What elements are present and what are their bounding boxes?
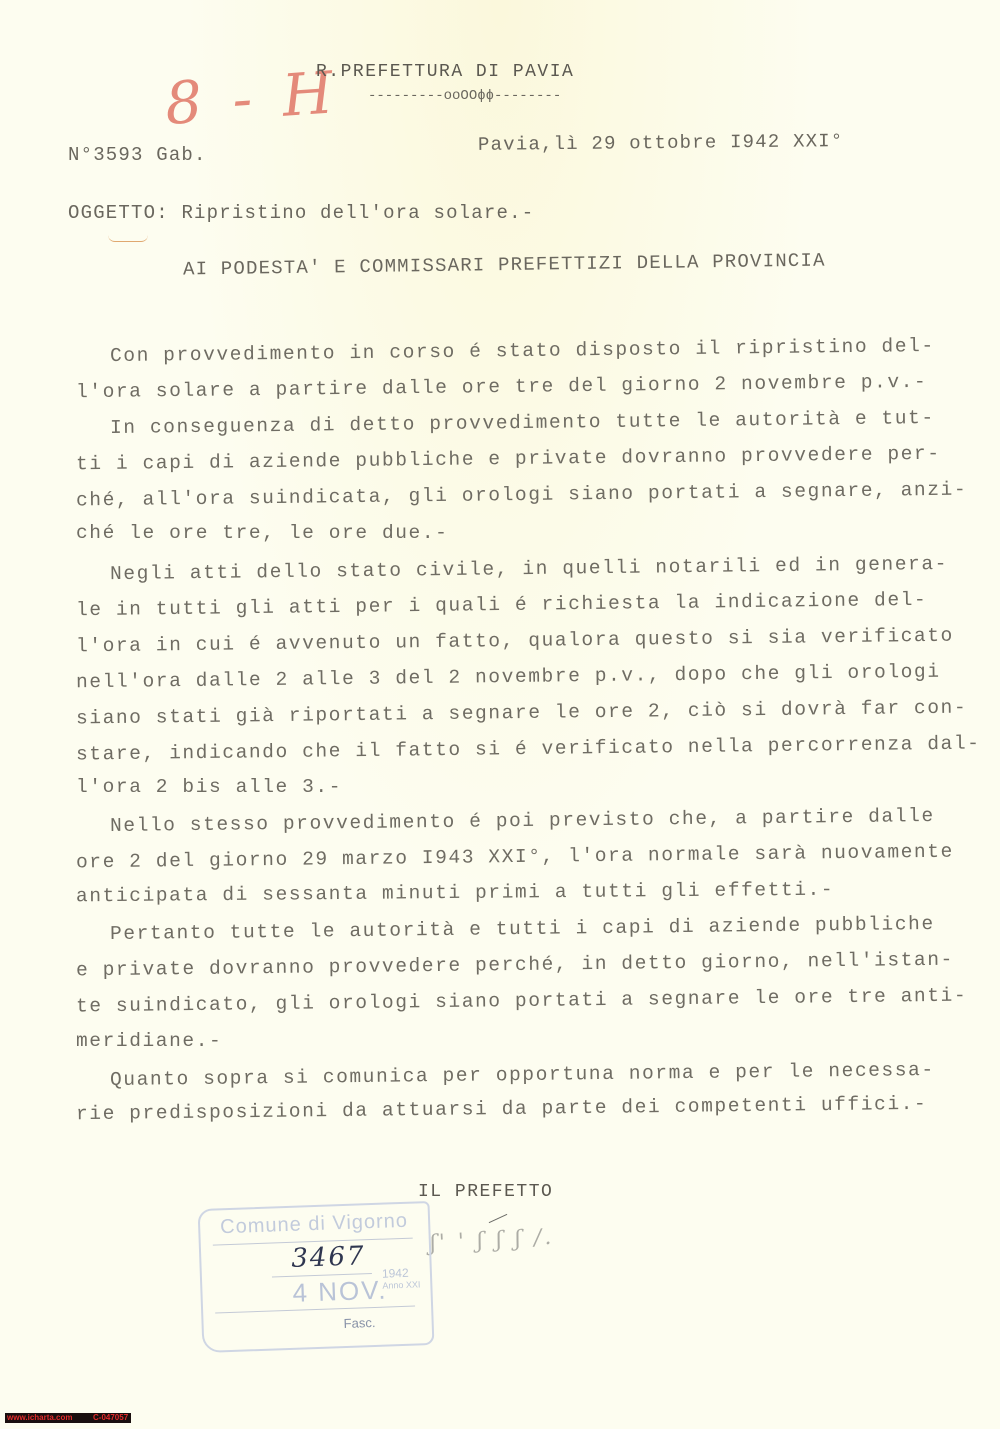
stamp-year-era: Anno XXI: [382, 1279, 421, 1291]
body-line: le in tutti gli atti per i quali é richiesta la indicazione del-: [75, 588, 928, 622]
subject-line: [68, 202, 534, 224]
letterhead-office: R.PREFETTURA DI PAVIA: [316, 62, 575, 82]
signatory-title: IL PREFETTO: [418, 1182, 554, 1202]
body-line: te suindicato, gli orologi siano portati a segnare le ore tre anti-: [75, 984, 968, 1018]
body-line: ore 2 del giorno 29 marzo I943 XXI°, l'ora normale sarà nuovamente: [75, 840, 955, 874]
subject-label: OGGETTO:: [68, 202, 169, 224]
stamp-year: [382, 1265, 421, 1290]
stamp-handwritten-number: 3467: [290, 1241, 367, 1274]
addressee: AI PODESTA' E COMMISSARI PREFETTIZI DELLA PROVINCIA: [182, 249, 826, 281]
body-line: l'ora 2 bis alle 3.-: [76, 776, 343, 798]
body-line: l'ora in cui é avvenuto un fatto, qualora questo si sia verificato: [75, 624, 955, 658]
place-date: Pavia,lì 29 ottobre I942 XXI°: [477, 130, 844, 156]
stamp-fascicolo: Fasc.: [343, 1314, 376, 1332]
pencil-underline-mark: [108, 235, 148, 242]
body-line: ché le ore tre, le ore due.-: [76, 522, 449, 544]
body-line: nell'ora dalle 2 alle 3 del 2 novembre p.v., dopo che gli orologi: [75, 660, 941, 694]
body-line: ti i capi di aziende pubbliche e private dovranno provvedere per-: [75, 442, 941, 476]
stamp-year-number: 1942: [381, 1265, 409, 1281]
pencil-annotation: 8 - H: [162, 58, 342, 138]
body-line: Pertanto tutte le autorità e tutti i capi di aziende pubbliche: [109, 912, 935, 946]
protocol-number: N°3593 Gab.: [68, 144, 207, 166]
body-line: Con provvedimento in corso é stato disposto il ripristino del-: [109, 334, 935, 368]
body-line: ché, all'ora suindicata, gli orologi siano portati a segnare, anzi-: [75, 478, 968, 512]
archive-footer: [5, 1413, 131, 1423]
letterhead-ornament: ---------ooOOϕϕ--------: [368, 88, 562, 104]
stamp-date: 4 NOV.: [292, 1274, 388, 1308]
body-line: Quanto sopra si comunica per opportuna norma e per le necessa-: [109, 1058, 935, 1092]
prefect-signature: ʃ' ' ʃ ʃ ʃ /.: [429, 1224, 555, 1257]
body-line: Nello stesso provvedimento é poi previsto che, a partire dalle: [109, 804, 935, 838]
body-line: In conseguenza di detto provvedimento tutte le autorità e tut-: [109, 406, 935, 440]
body-line: anticipata di sessanta minuti primi a tutti gli effetti.-: [75, 878, 835, 908]
body-line: Negli atti dello stato civile, in quelli notarili ed in genera-: [109, 552, 949, 586]
signature-stroke: [489, 1214, 508, 1223]
archive-site-link[interactable]: www.icharta.com: [7, 1413, 73, 1422]
archive-code: C-047057: [93, 1413, 129, 1422]
body-line: e private dovranno provvedere perché, in detto giorno, nell'istan-: [75, 948, 955, 982]
body-line: siano stati già riportati a segnare le ore 2, ciò si dovrà far con-: [75, 696, 968, 730]
subject-text: Ripristino dell'ora solare.-: [181, 202, 535, 224]
body-line: rie predisposizioni da attuarsi da parte dei competenti uffici.-: [75, 1092, 928, 1126]
body-line: l'ora solare a partire dalle ore tre del giorno 2 novembre p.v.-: [75, 370, 928, 404]
received-stamp: [198, 1201, 435, 1353]
body-line: stare, indicando che il fatto si é verificato nella percorrenza dal-: [75, 732, 981, 766]
body-line: meridiane.-: [76, 1030, 223, 1052]
stamp-header: Comune di Vigorno: [219, 1209, 409, 1239]
